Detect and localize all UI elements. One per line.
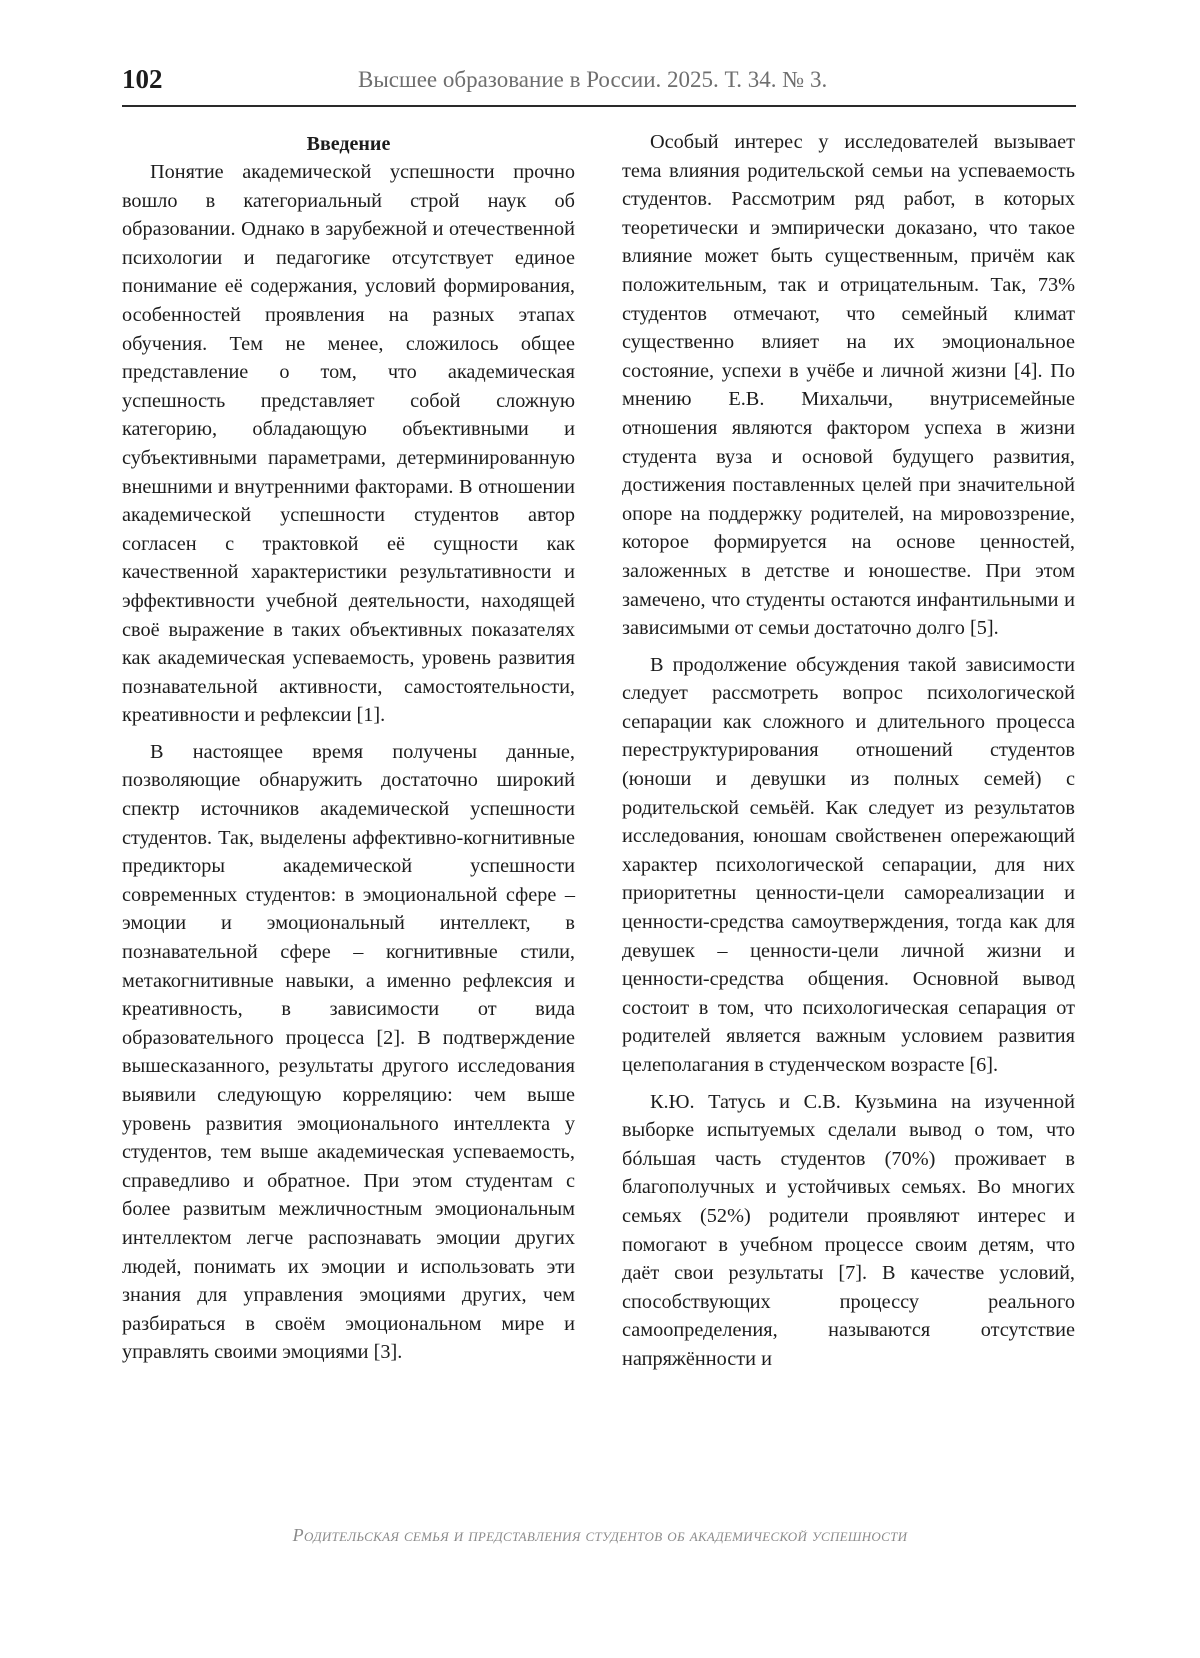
- header-divider: [122, 105, 1076, 107]
- paragraph: Понятие академической успешности прочно вошло в категориальный строй наук об образовании. Однако в зарубежной и отечественной психологии и педагогике отсутствует единое понимание её содержания, условий формирования, особенностей проявления на разных этапах обучения. Тем не менее, сложилось общее представление о том, что академическая успешность представляет собой сложную категорию, обладающую объективными и субъективными параметрами, детерминированную внешними и внутренними факторами. В отношении академической успешности студентов автор согласен с трактовкой её сущности как качественной характеристики результативности и эффективности учебной деятельности, находящей своё выражение в таких объективных показателях как академическая успеваемость, уровень развития познавательной активности, самостоятельности, креативности и рефлексии [1].: [122, 161, 575, 727]
- running-footer: Родительская семья и представления студентов об академической успешности: [292, 1525, 908, 1545]
- paragraph: В продолжение обсуждения такой зависимости следует рассмотреть вопрос психологической сепарации как сложного и длительного процесса переструктурирования отношений студентов (юноши и девушки из полных семей) с родительской семьёй. Как следует из результатов исследования, юношам свойственен опережающий характер психологической сепарации, для них приоритетны ценности-цели самореализации и ценности-средства самоутверждения, тогда как для девушек – ценности-цели личной жизни и ценности-средства общения. Основной вывод состоит в том, что психологическая сепарация от родителей является важным условием развития целеполагания в студенческом возрасте [6].: [622, 653, 1075, 1076]
- page-number: 102: [122, 64, 163, 94]
- paragraph: Особый интерес у исследователей вызывает тема влияния родительской семьи на успеваемость студентов. Рассмотрим ряд работ, в которых теоретически и эмпирически доказано, что такое влияние может быть существенным, причём как положительным, так и отрицательным. Так, 73% студентов отмечают, что семейный климат существенно влияет на их эмоциональное состояние, успехи в учёбе и личной жизни [4]. По мнению Е.В. Михальчи, внутрисемейные отношения являются фактором успеха в жизни студента вуза и основой будущего развития, достижения поставленных целей при значительной опоре на поддержку родителей, на мировоззрение, которое формируется на основе ценностей, заложенных в детстве и юношестве. При этом замечено, что студенты остаются инфантильными и зависимыми от семьи достаточно долго [5].: [622, 131, 1075, 640]
- section-heading: Введение: [306, 133, 391, 155]
- right-column: [622, 128, 1075, 1374]
- paragraph: В настоящее время получены данные, позволяющие обнаружить достаточно широкий спектр источников академической успешности студентов. Так, выделены аффективно-когнитивные предикторы академической успешности современных студентов: в эмоциональной сфере – эмоции и эмоциональный интеллект, в познавательной сфере – когнитивные стили, метакогнитивные навыки, а именно рефлексия и креативность, в зависимости от вида образовательного процесса [2]. В подтверждение вышесказанного, результаты другого исследования выявили следующую корреляцию: чем выше уровень развития эмоционального интеллекта у студентов, тем выше академическая успеваемость, справедливо и обратное. При этом студентам с более развитым межличностным эмоциональным интеллектом легче распознавать эмоции других людей, понимать их эмоции и использовать эти знания для управления эмоциями других, чем разбираться в своём эмоциональном мире и управлять своими эмоциями [3].: [122, 740, 575, 1364]
- left-column: [122, 128, 575, 1367]
- journal-running-title: Высшее образование в России. 2025. Т. 34. № 3.: [358, 67, 828, 92]
- paragraph: К.Ю. Татусь и С.В. Кузьмина на изученной выборке испытуемых сделали вывод о том, что бóльшая часть студентов (70%) проживает в благополучных и устойчивых семьях. Во многих семьях (52%) родители проявляют интерес и помогают в учебном процессе своим детям, что даёт свои результаты [7]. В качестве условий, способствующих процессу реального самоопределения, называются отсутствие напряжённости и: [622, 1090, 1075, 1370]
- page-header: [122, 58, 1076, 106]
